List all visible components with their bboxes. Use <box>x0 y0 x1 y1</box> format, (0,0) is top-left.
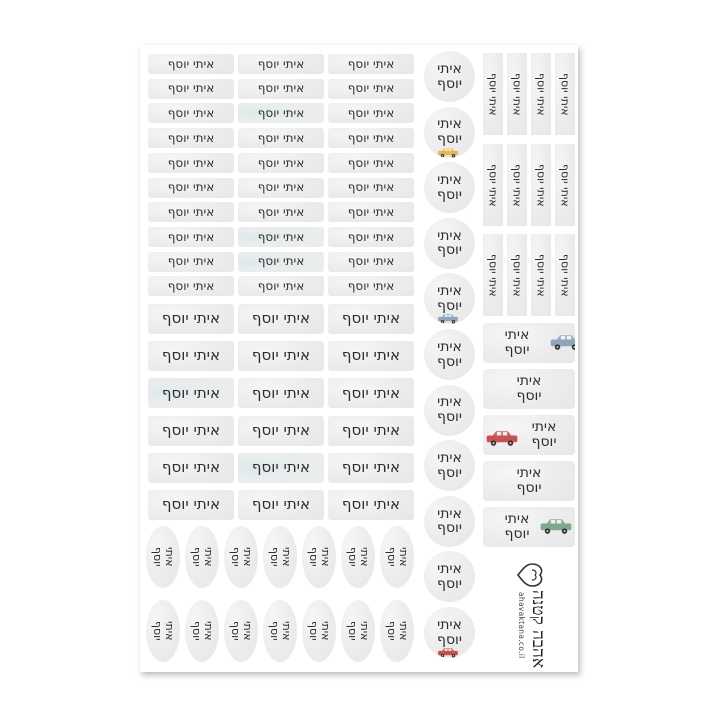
medium-name-label <box>148 341 234 371</box>
sticker-label: איתי יוסף <box>341 309 401 328</box>
circle-name-label <box>424 218 475 269</box>
sticker-label: איתי יוסף <box>229 621 255 641</box>
sticker-label: איתי יוסף <box>167 56 215 71</box>
oval-name-label <box>224 526 258 588</box>
car-icon <box>485 428 519 452</box>
oval-name-label <box>302 526 336 588</box>
sticker-label: איתי יוסף <box>534 72 548 116</box>
sticker-label: איתי יוסף <box>558 253 572 297</box>
sticker-label: איתי יוסף <box>341 383 401 402</box>
sticker-label: איתי יוסף <box>347 204 395 219</box>
car-icon <box>437 646 459 658</box>
medium-name-label <box>238 416 324 446</box>
small-name-label <box>238 178 324 198</box>
circle-name-label <box>424 273 475 324</box>
brand-name: אהבה קטנה <box>528 590 548 669</box>
small-name-label <box>148 252 234 272</box>
small-name-label <box>238 276 324 296</box>
sticker-label: איתי יוסף <box>161 420 221 439</box>
small-name-label <box>238 202 324 222</box>
vertical-strip-label <box>531 234 551 316</box>
sticker-label: איתי יוסף <box>167 279 215 293</box>
vertical-strip-label <box>483 53 503 135</box>
small-name-label <box>328 202 414 222</box>
sticker-label: איתי יוסף <box>347 254 395 269</box>
circle-name-label <box>424 107 475 158</box>
circle-name-label <box>424 551 475 602</box>
sticker-label: איתי יוסף <box>385 621 411 641</box>
vertical-strip-label <box>531 144 551 226</box>
sticker-label: איתי יוסף <box>510 72 524 116</box>
medium-name-label <box>148 490 234 520</box>
small-name-label <box>328 178 414 198</box>
sticker-label: איתי יוסף <box>167 229 215 244</box>
small-name-label <box>238 153 324 173</box>
circle-name-label <box>424 440 475 491</box>
small-name-label <box>148 178 234 198</box>
sticker-label: איתי יוסף <box>161 309 221 328</box>
sticker-label: איתי יוסף <box>347 56 395 71</box>
sticker-label: איתי יוסף <box>347 106 395 121</box>
vertical-strip-label <box>555 234 575 316</box>
sticker-label: איתי יוסף <box>341 495 401 514</box>
car-icon <box>437 312 459 324</box>
sticker-label: איתי יוסף <box>251 457 311 476</box>
oval-name-label <box>185 526 219 588</box>
sticker-label: איתי יוסף <box>257 106 305 121</box>
car-icon <box>539 516 573 540</box>
circle-name-label <box>424 162 475 213</box>
small-name-label <box>328 79 414 99</box>
sticker-label: איתי יוסף <box>534 163 548 207</box>
sticker-label: איתי יוסף <box>257 130 305 145</box>
oval-name-label <box>380 600 414 662</box>
large-name-label <box>483 323 575 363</box>
medium-name-label <box>238 304 324 334</box>
medium-name-label <box>148 416 234 446</box>
sticker-label: איתי יוסף <box>486 72 500 116</box>
medium-name-label <box>328 416 414 446</box>
sticker-label: איתי יוסף <box>190 547 216 567</box>
oval-name-label <box>224 600 258 662</box>
medium-name-label <box>238 453 324 483</box>
oval-name-label <box>341 600 375 662</box>
oval-name-label <box>146 526 180 588</box>
sticker-label: איתי יוסף <box>437 227 462 259</box>
sticker-label: איתי יוסף <box>257 204 305 219</box>
sticker-label: איתי יוסף <box>510 253 524 297</box>
small-name-label <box>238 252 324 272</box>
sticker-label: איתי יוסף <box>307 547 333 567</box>
sticker-label: איתי יוסף <box>190 621 216 641</box>
sticker-label: איתי יוסף <box>504 511 530 542</box>
sticker-label: איתי יוסף <box>341 346 401 365</box>
oval-name-label <box>341 526 375 588</box>
sticker-label: איתי יוסף <box>167 130 215 145</box>
vertical-strip-label <box>555 53 575 135</box>
sticker-label: איתי יוסף <box>437 172 462 203</box>
oval-name-label <box>263 526 297 588</box>
small-name-label <box>238 79 324 99</box>
large-name-label <box>483 415 575 455</box>
small-name-label <box>148 202 234 222</box>
sticker-label: איתי יוסף <box>257 254 305 269</box>
large-name-label <box>483 461 575 501</box>
small-name-label <box>148 54 234 74</box>
sticker-label: איתי יוסף <box>510 163 524 207</box>
circle-name-label <box>424 496 475 547</box>
small-name-label <box>328 128 414 148</box>
medium-name-label <box>328 378 414 408</box>
sticker-label: איתי יוסף <box>251 309 311 328</box>
medium-name-label <box>328 341 414 371</box>
small-name-label <box>148 276 234 296</box>
sticker-label: איתי יוסף <box>437 338 462 370</box>
vertical-strip-label <box>507 144 527 226</box>
vertical-strip-label <box>531 53 551 135</box>
small-name-label <box>238 128 324 148</box>
small-name-label <box>238 103 324 123</box>
sticker-label: איתי יוסף <box>257 279 305 293</box>
oval-name-label <box>146 600 180 662</box>
sticker-label: איתי יוסף <box>307 621 333 641</box>
sticker-label: איתי יוסף <box>251 420 311 439</box>
large-name-label <box>483 507 575 547</box>
sticker-label: איתי יוסף <box>516 465 542 496</box>
sticker-label: איתי יוסף <box>486 163 500 207</box>
circle-name-label <box>424 607 475 658</box>
sticker-label: איתי יוסף <box>437 450 462 481</box>
small-name-label <box>148 103 234 123</box>
sticker-label: איתי יוסף <box>347 130 395 145</box>
small-name-label <box>238 54 324 74</box>
medium-name-label <box>328 304 414 334</box>
sticker-label: איתי יוסף <box>161 457 221 476</box>
sticker-label: איתי יוסף <box>516 373 542 404</box>
small-name-label <box>148 79 234 99</box>
small-name-label <box>328 252 414 272</box>
sticker-label: איתי יוסף <box>268 621 294 641</box>
circle-name-label <box>424 51 475 102</box>
sticker-label: איתי יוסף <box>437 394 462 426</box>
sticker-label: איתי יוסף <box>534 253 548 297</box>
sticker-label: איתי יוסף <box>268 547 294 567</box>
vertical-strip-label <box>507 234 527 316</box>
sticker-label: איתי יוסף <box>257 229 305 244</box>
large-name-label <box>483 369 575 409</box>
sticker-label: איתי יוסף <box>437 505 462 537</box>
sticker-label: איתי יוסף <box>531 419 557 450</box>
sticker-label: איתי יוסף <box>504 327 530 358</box>
sticker-label: איתי יוסף <box>161 495 221 514</box>
small-name-label <box>328 54 414 74</box>
sticker-label: איתי יוסף <box>437 561 462 592</box>
sticker-label: איתי יוסף <box>347 180 395 195</box>
small-name-label <box>328 153 414 173</box>
medium-name-label <box>148 304 234 334</box>
small-name-label <box>148 128 234 148</box>
oval-name-label <box>380 526 414 588</box>
sticker-label: איתי יוסף <box>346 621 372 641</box>
sticker-label: איתי יוסף <box>257 155 305 170</box>
brand-logo <box>510 558 554 678</box>
sticker-label: איתי יוסף <box>341 457 401 476</box>
sticker-label: איתי יוסף <box>437 283 462 314</box>
sticker-label: איתי יוסף <box>257 81 305 96</box>
medium-name-label <box>238 378 324 408</box>
brand-url: ahavaktana.co.il <box>517 592 526 659</box>
sticker-label: איתי יוסף <box>437 616 462 648</box>
medium-name-label <box>238 341 324 371</box>
sticker-label: איתי יוסף <box>257 56 305 71</box>
medium-name-label <box>148 378 234 408</box>
sticker-label: איתי יוסף <box>251 346 311 365</box>
sticker-label: איתי יוסף <box>347 155 395 170</box>
sticker-label: איתי יוסף <box>167 106 215 121</box>
sticker-label: איתי יוסף <box>558 72 572 116</box>
small-name-label <box>328 276 414 296</box>
small-name-label <box>328 103 414 123</box>
small-name-label <box>148 153 234 173</box>
sticker-label: איתי יוסף <box>486 253 500 297</box>
sticker-label: איתי יוסף <box>151 547 177 567</box>
sticker-label: איתי יוסף <box>229 547 255 567</box>
medium-name-label <box>148 453 234 483</box>
sticker-label: איתי יוסף <box>151 621 177 641</box>
car-icon <box>437 146 459 158</box>
oval-name-label <box>263 600 297 662</box>
sticker-label: איתי יוסף <box>161 346 221 365</box>
sticker-label: איתי יוסף <box>347 229 395 244</box>
sticker-label: איתי יוסף <box>161 383 221 402</box>
medium-name-label <box>328 453 414 483</box>
medium-name-label <box>328 490 414 520</box>
sticker-label: איתי יוסף <box>385 547 411 567</box>
vertical-strip-label <box>483 234 503 316</box>
sticker-label: איתי יוסף <box>341 420 401 439</box>
sticker-label: איתי יוסף <box>167 81 215 96</box>
vertical-strip-label <box>483 144 503 226</box>
sticker-label: איתי יוסף <box>167 180 215 195</box>
oval-name-label <box>302 600 336 662</box>
circle-name-label <box>424 385 475 436</box>
sticker-label: איתי יוסף <box>251 495 311 514</box>
sticker-label: איתי יוסף <box>437 116 462 148</box>
circle-name-label <box>424 329 475 380</box>
vertical-strip-label <box>507 53 527 135</box>
sticker-label: איתי יוסף <box>347 81 395 96</box>
sticker-label: איתי יוסף <box>167 254 215 269</box>
sticker-label: איתי יוסף <box>346 547 372 567</box>
small-name-label <box>238 227 324 247</box>
sticker-label: איתי יוסף <box>558 163 572 207</box>
vertical-strip-label <box>555 144 575 226</box>
sticker-label: איתי יוסף <box>257 180 305 195</box>
sticker-label: איתי יוסף <box>167 155 215 170</box>
oval-name-label <box>185 600 219 662</box>
medium-name-label <box>238 490 324 520</box>
sticker-label: איתי יוסף <box>167 204 215 219</box>
sticker-label: איתי יוסף <box>347 279 395 293</box>
small-name-label <box>328 227 414 247</box>
sticker-label: איתי יוסף <box>251 383 311 402</box>
small-name-label <box>148 227 234 247</box>
car-icon <box>549 332 575 356</box>
sticker-label: איתי יוסף <box>437 60 462 92</box>
